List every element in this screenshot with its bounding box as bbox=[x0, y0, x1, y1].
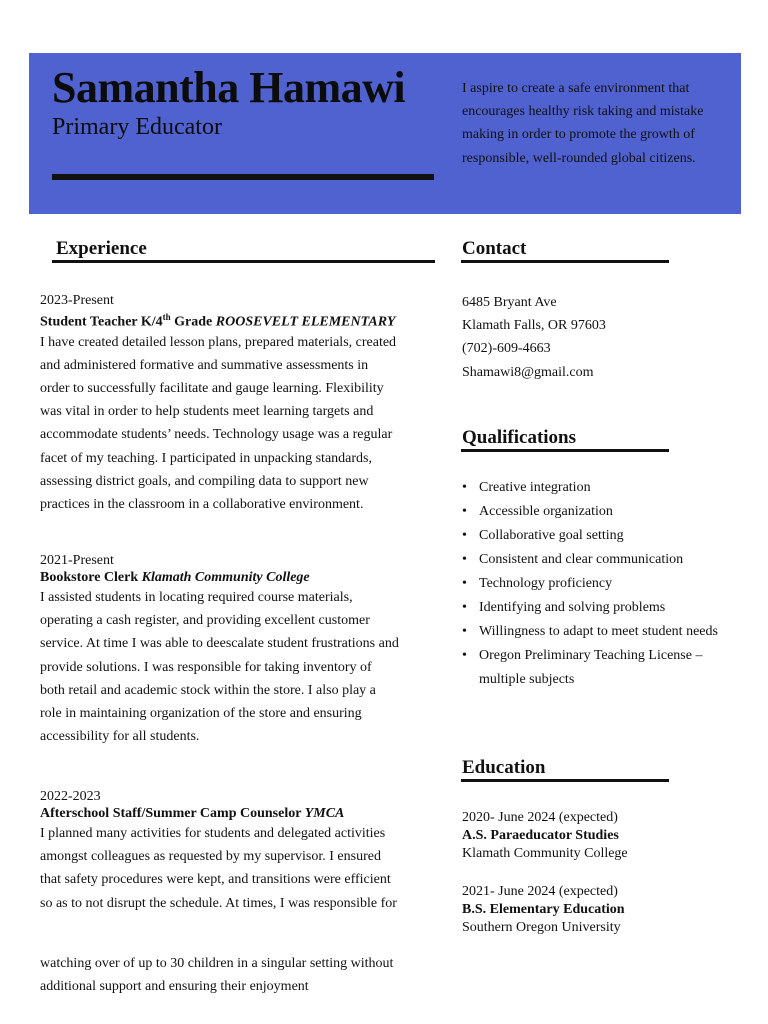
job-organization: ROOSEVELT ELEMENTARY bbox=[215, 314, 396, 330]
job-role bbox=[40, 309, 400, 331]
contact-phone: (702)-609-4663 bbox=[462, 341, 551, 357]
objective-statement: I aspire to create a safe environment that encourages healthy risk taking and mistake making in order to promote the growth of responsible, well-rounded global citizens. bbox=[462, 81, 704, 166]
education-school: Southern Oregon University bbox=[462, 920, 621, 935]
education-degree: A.S. Paraeducator Studies bbox=[462, 828, 619, 843]
list-item bbox=[462, 524, 722, 548]
job-description-cont: watching over of up to 30 children in a singular setting without additional support and ensuring their enjoyment bbox=[40, 956, 394, 995]
contact-divider bbox=[461, 260, 669, 263]
bullet-icon: • bbox=[462, 480, 467, 495]
qualification-text: Accessible organization bbox=[479, 504, 613, 519]
job-role-title: Bookstore Clerk bbox=[40, 570, 142, 585]
job-organization: Klamath Community College bbox=[141, 570, 310, 585]
job-role bbox=[40, 569, 400, 586]
job-role-title: Student Teacher K/4 bbox=[40, 314, 163, 330]
contact-heading: Contact bbox=[462, 238, 527, 259]
education-divider bbox=[461, 779, 669, 782]
header-divider bbox=[52, 174, 434, 180]
job-role-suffix: Grade bbox=[170, 314, 216, 330]
job-description: I planned many activities for students and delegated activities amongst colleagues as requested by my supervisor. I ensured that safety procedures were kept, and transitions were efficient so as to not disrupt the schedule. At times, I was responsible for bbox=[40, 826, 397, 911]
qualification-text: Technology proficiency bbox=[479, 576, 613, 591]
contact-address-line1: 6485 Bryant Ave bbox=[462, 295, 557, 310]
qualifications-list bbox=[462, 476, 722, 692]
candidate-title: Primary Educator bbox=[52, 114, 222, 140]
education-entry bbox=[462, 883, 625, 937]
education-period: 2021- June 2024 (expected) bbox=[462, 884, 618, 899]
job-role-sup: th bbox=[162, 312, 171, 322]
job-description: I have created detailed lesson plans, prepared materials, created and administered formative and summative assessments in order to successfully facilitate and gauge learning. Flexibility was vital in order to help students meet learning targets and accommodate students’ needs. Technology usage was a regular facet of my teaching. I participated in unpacking standards, assessing district goals, and compiling data to support new practices in the classroom in a collaborative environment. bbox=[40, 334, 397, 513]
list-item bbox=[462, 500, 722, 524]
job-period: 2022-2023 bbox=[40, 789, 101, 804]
job-organization: YMCA bbox=[304, 806, 345, 821]
job-period: 2023-Present bbox=[40, 293, 114, 308]
qualification-text: Consistent and clear communication bbox=[479, 552, 684, 567]
bullet-icon: • bbox=[462, 528, 467, 543]
job-role bbox=[40, 805, 400, 822]
education-heading: Education bbox=[462, 757, 546, 778]
job-entry bbox=[40, 292, 400, 516]
qualification-text: Willingness to adapt to meet student needs bbox=[479, 624, 718, 639]
list-item bbox=[462, 572, 722, 596]
education-period: 2020- June 2024 (expected) bbox=[462, 810, 618, 825]
job-description-continued bbox=[40, 952, 400, 998]
qualification-text: Creative integration bbox=[479, 480, 591, 495]
job-role-title: Afterschool Staff/Summer Camp Counselor bbox=[40, 806, 305, 821]
bullet-icon: • bbox=[462, 648, 467, 663]
qualification-text: Identifying and solving problems bbox=[479, 600, 666, 615]
job-entry bbox=[40, 552, 400, 748]
education-entry bbox=[462, 809, 628, 863]
qualifications-heading: Qualifications bbox=[462, 427, 577, 448]
bullet-icon: • bbox=[462, 576, 467, 591]
contact-block bbox=[462, 291, 606, 384]
list-item bbox=[462, 596, 722, 620]
job-entry bbox=[40, 788, 400, 915]
education-school: Klamath Community College bbox=[462, 846, 628, 861]
qualifications-divider bbox=[461, 449, 669, 452]
list-item bbox=[462, 476, 722, 500]
list-item bbox=[462, 548, 722, 572]
candidate-name: Samantha Hamawi bbox=[52, 63, 406, 112]
list-item bbox=[462, 620, 722, 644]
qualification-text: Oregon Preliminary Teaching License – multiple subjects bbox=[479, 648, 703, 687]
list-item bbox=[462, 644, 722, 692]
bullet-icon: • bbox=[462, 552, 467, 567]
bullet-icon: • bbox=[462, 624, 467, 639]
contact-address-line2: Klamath Falls, OR 97603 bbox=[462, 318, 606, 334]
qualification-text: Collaborative goal setting bbox=[479, 528, 624, 543]
education-degree: B.S. Elementary Education bbox=[462, 902, 625, 917]
job-period: 2021-Present bbox=[40, 553, 114, 568]
experience-divider bbox=[52, 260, 435, 263]
job-description: I assisted students in locating required course materials, operating a cash register, and providing excellent customer service. At time I was able to deescalate student frustrations and provide solutions. I was responsible for taking inventory of both retail and academic stock within the store. I also play a role in maintaining organization of the store and ensuring accessibility for all students. bbox=[40, 590, 399, 745]
contact-email: Shamawi8@gmail.com bbox=[462, 364, 594, 380]
experience-heading: Experience bbox=[56, 238, 147, 259]
bullet-icon: • bbox=[462, 600, 467, 615]
bullet-icon: • bbox=[462, 504, 467, 519]
